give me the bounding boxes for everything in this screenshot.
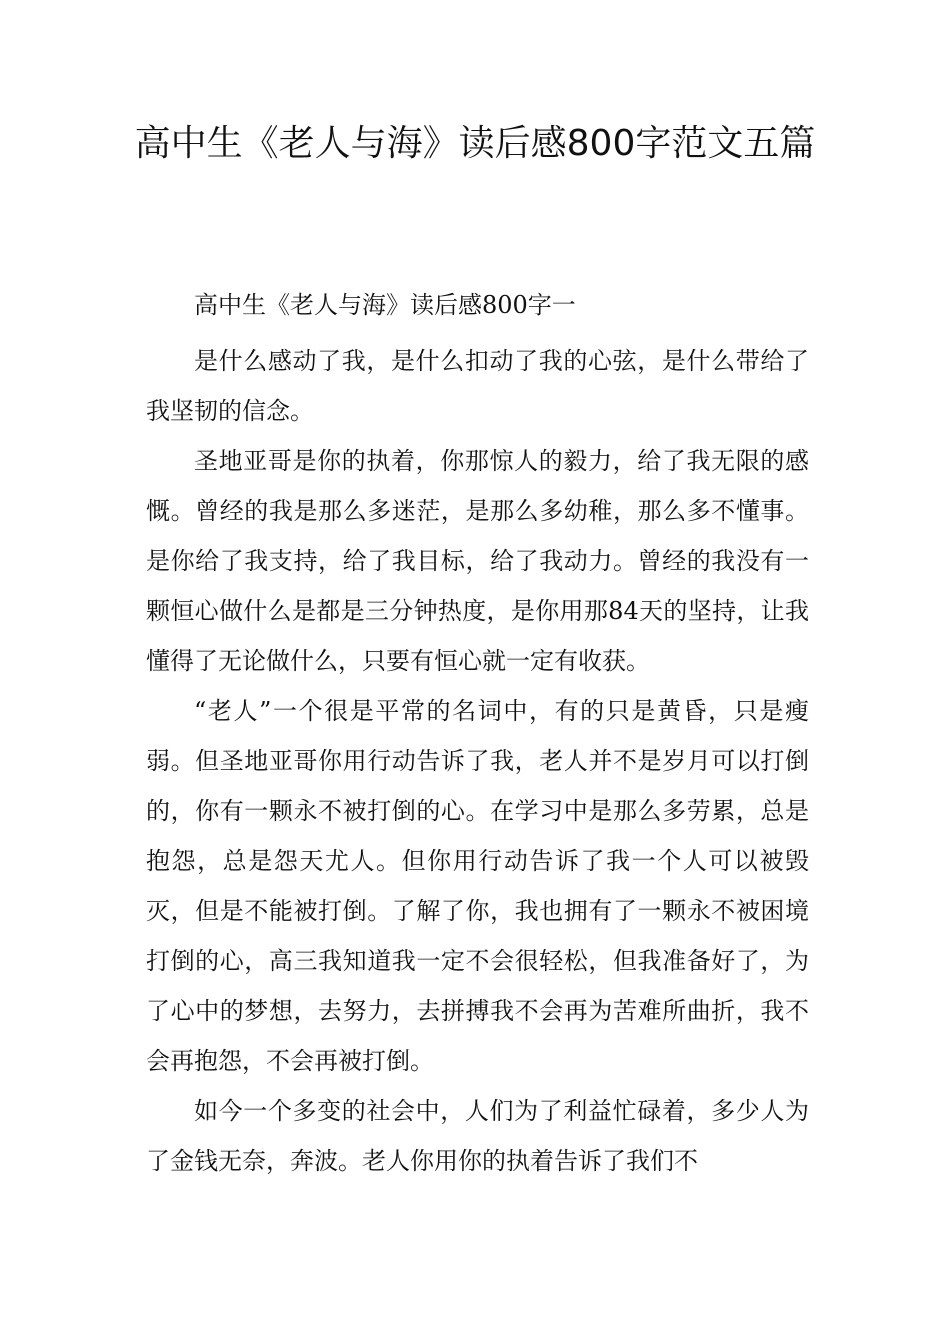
section-heading: 高中生《老人与海》读后感800字一 bbox=[194, 291, 576, 319]
paragraph: “老人”一个很是平常的名词中，有的只是黄昏，只是瘦弱。但圣地亚哥你用行动告诉了我，老人并不是岁月可以打倒的，你有一颗永不被打倒的心。在学习中是那么多劳累，总是抱怨，总是怨天尤人。但你用行动告诉了我一个人可以被毁灭，但是不能被打倒。了解了你，我也拥有了一颗永不被困境打倒的心，高三我知道我一定不会很轻松，但我准备好了，为了心中的梦想，去努力，去拼搏我不会再为苦难所曲折，我不会再抱怨，不会再被打倒。 bbox=[146, 697, 809, 1075]
document-body bbox=[146, 280, 809, 1186]
paragraph: 是什么感动了我，是什么扣动了我的心弦，是什么带给了我坚韧的信念。 bbox=[146, 347, 809, 425]
document-title: 高中生《老人与海》读后感800字范文五篇 bbox=[134, 123, 816, 164]
paragraph: 圣地亚哥是你的执着，你那惊人的毅力，给了我无限的感慨。曾经的我是那么多迷茫，是那么多幼稚，那么多不懂事。是你给了我支持，给了我目标，给了我动力。曾经的我没有一颗恒心做什么是都是三分钟热度，是你用那84天的坚持，让我懂得了无论做什么，只要有恒心就一定有收获。 bbox=[146, 447, 809, 675]
paragraph: 如今一个多变的社会中，人们为了利益忙碌着，多少人为了金钱无奈，奔波。老人你用你的执着告诉了我们不 bbox=[146, 1097, 809, 1175]
